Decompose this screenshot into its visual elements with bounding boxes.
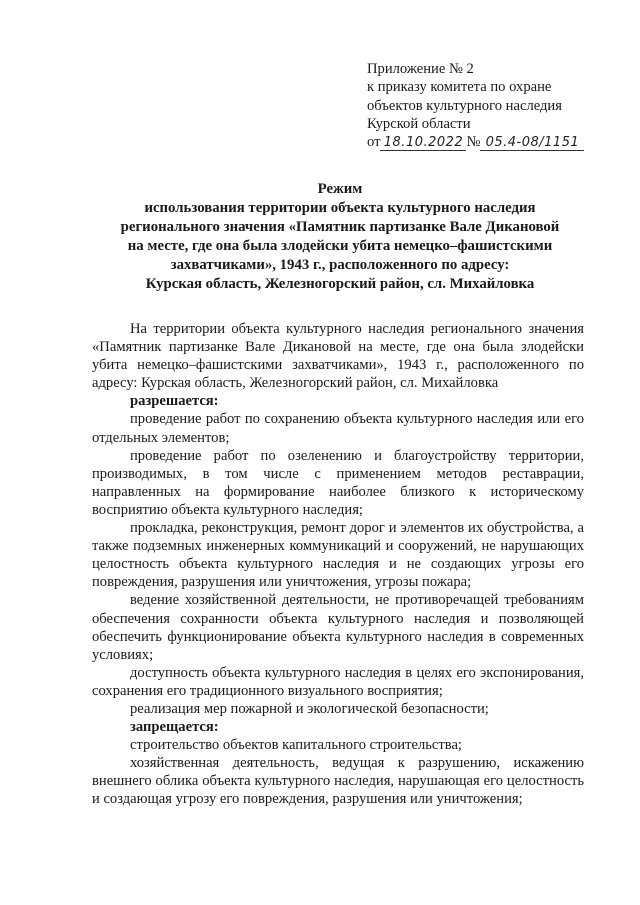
forbidden-item: строительство объектов капитального строительства; [130,737,462,754]
title-line-4: захватчиками», 1943 г., расположенного по адресу: [170,257,510,273]
document-body [92,320,584,809]
appendix-number: Приложение № 2 [367,61,474,77]
intro-paragraph: На территории объекта культурного наследия регионального значения «Памятник партизанке Вале Дикановой на месте, где она была злодейски убита немецко–фашистскими захватчиками», 1943 г., расположенного по адресу: Курская область, Железногорский район, сл. Михайловка [92,321,584,392]
allowed-item: доступность объекта культурного наследия в целях его экспонирования, сохранения его традиционного визуального восприятия; [92,664,584,699]
document-title [90,180,590,294]
order-date-handwritten: 18.10.2022 [380,136,466,151]
allowed-item: реализация мер пожарной и экологической безопасности; [130,700,489,717]
appendix-committee: объектов культурного наследия [367,97,562,114]
order-number-sign: № [466,134,481,151]
title-line-5: Курская область, Железногорский район, сл. Михайловка [145,276,535,292]
title-line-2: регионального значения «Памятник партизанке Вале Дикановой [120,219,560,235]
allowed-heading: разрешается: [130,393,219,410]
allowed-item: проведение работ по озеленению и благоустройству территории, производимых, в том числе с применением методов реставрации, направленных на формирование наиболее близкого к историческому восприятию объекта культурного наследия; [92,447,584,518]
title-line-3: на месте, где она была злодейски убита немецко–фашистскими [127,238,553,254]
order-date-number-line [367,133,607,151]
order-prefix: от [367,134,381,151]
allowed-item: ведение хозяйственной деятельности, не противоречащей требованиям обеспечения сохранности объекта культурного наследия и позволяющей обеспечить функционирование объекта культурного наследия в современных условиях; [92,592,584,663]
allowed-item: проведение работ по сохранению объекта культурного наследия или его отдельных элементов; [92,411,584,446]
title-line-1: использования территории объекта культурного наследия [144,200,536,216]
forbidden-heading: запрещается: [130,719,219,736]
appendix-order-ref: к приказу комитета по охране [367,79,552,96]
allowed-item: прокладка, реконструкция, ремонт дорог и элементов их обустройства, а также подземных инженерных коммуникаций и сооружений, не нарушающих целостность объекта культурного наследия и не создающих угрозы его повреждения, разрушения или уничтожения, угрозы пожара; [92,520,584,591]
title-heading: Режим [317,181,363,197]
forbidden-item: хозяйственная деятельность, ведущая к разрушению, искажению внешнего облика объекта культурного наследия, нарушающая его целостность и создающая угрозу его повреждения, разрушения или уничтожения; [92,755,584,808]
appendix-region: Курской области [367,115,471,132]
order-number-handwritten: 05.4-08/1151 [480,136,584,151]
appendix-block [367,60,607,151]
